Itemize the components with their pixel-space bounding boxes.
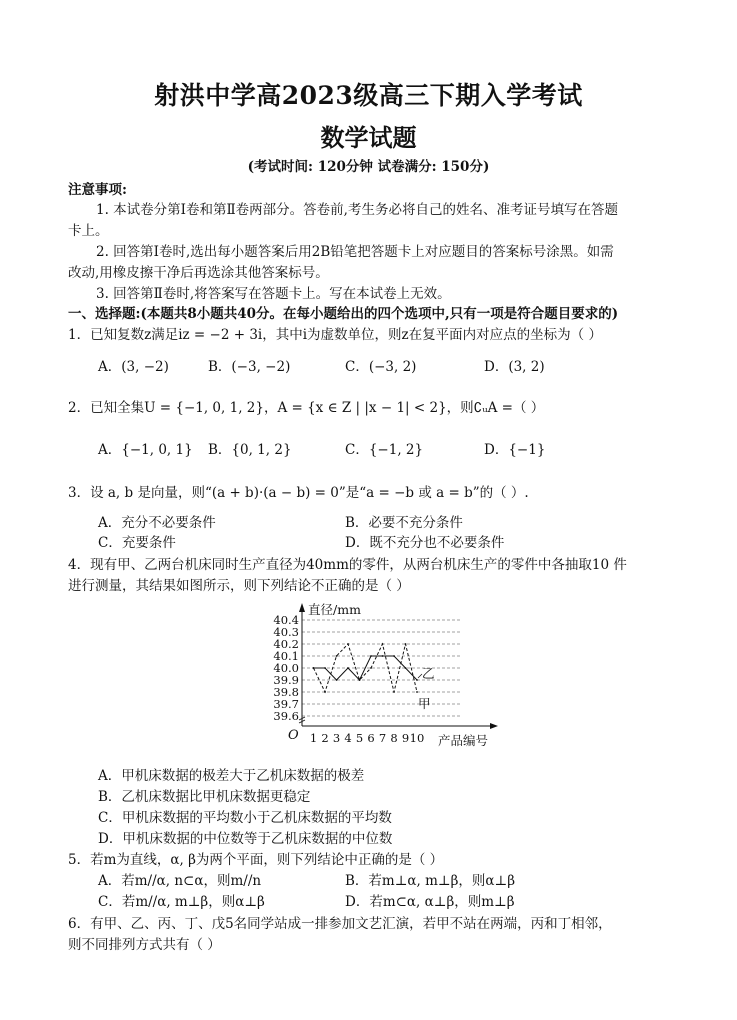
x-tick-label: 1 <box>309 731 318 745</box>
y-tick-label: 39.8 <box>273 685 299 699</box>
q5-option-d: D．若m⊂α, α⊥β，则m⊥β <box>345 894 515 910</box>
q1-option-b: B．(−3, −2) <box>208 359 291 375</box>
q3-option-b: B．必要不充分条件 <box>345 515 463 531</box>
y-tick-label: 40.3 <box>273 625 299 639</box>
x-tick-label: 10 <box>409 731 425 745</box>
x-tick-label: 5 <box>355 731 364 745</box>
x-tick-label: 3 <box>332 731 341 745</box>
series-yi-point <box>382 655 384 657</box>
diameter-line-chart <box>262 598 502 756</box>
q1-option-a: A．(3, −2) <box>98 359 169 375</box>
x-tick-label: 2 <box>321 731 329 745</box>
series-yi-point <box>347 667 349 669</box>
q2-option-b: B．{0, 1, 2} <box>208 442 292 458</box>
q5-option-b: B．若m⊥α, m⊥β，则α⊥β <box>345 873 516 889</box>
y-tick-label: 40.1 <box>273 649 299 663</box>
q4-option-a: A．甲机床数据的极差大于乙机床数据的极差 <box>98 768 365 784</box>
q2-option-d: D．{−1} <box>484 442 546 458</box>
series-jia-point <box>347 643 349 645</box>
series-jia-point <box>324 691 326 693</box>
q3-option-c: C．充要条件 <box>98 535 176 551</box>
series-jia-point <box>416 691 418 693</box>
q2-option-a: A．{−1, 0, 1} <box>98 442 193 458</box>
y-tick-label: 40.4 <box>273 613 299 627</box>
note-2a: 2. 回答第Ⅰ卷时,选出每小题答案后用2B铅笔把答题卡上对应题目的答案标号涂黑。如需 <box>96 244 614 260</box>
q5-option-a: A．若m//α, n⊂α，则m//n <box>98 873 262 889</box>
y-tick-label: 39.9 <box>273 673 299 687</box>
y-tick-label: 39.6 <box>273 709 299 723</box>
y-axis-label: 直径/mm <box>308 602 361 617</box>
q6-stem-line2: 则不同排列方式共有（ ） <box>68 937 221 953</box>
x-tick-label: 7 <box>378 731 387 745</box>
note-1a: 1. 本试卷分第Ⅰ卷和第Ⅱ卷两部分。答卷前,考生务必将自己的姓名、准考证号填写在答题 <box>96 202 618 218</box>
series-yi-point <box>405 667 407 669</box>
y-axis-arrow-icon <box>299 603 305 612</box>
exam-info: (考试时间: 120分钟 试卷满分: 150分) <box>247 159 490 175</box>
x-tick-label: 4 <box>344 731 352 745</box>
notes-heading: 注意事项: <box>68 182 127 198</box>
q5-option-c: C．若m//α, m⊥β，则α⊥β <box>98 894 265 910</box>
q4-option-c: C．甲机床数据的平均数小于乙机床数据的平均数 <box>98 810 392 826</box>
x-axis-arrow-icon <box>490 723 498 729</box>
x-tick-label: 8 <box>390 731 398 745</box>
note-1b: 卡上。 <box>68 223 109 239</box>
series-yi-point <box>393 655 395 657</box>
q3-option-d: D．既不充分也不必要条件 <box>345 535 505 551</box>
q2-option-c: C．{−1, 2} <box>345 442 424 458</box>
note-2b: 改动,用橡皮擦干净后再选涂其他答案标号。 <box>68 265 329 281</box>
exam-title: 射洪中学高2023级高三下期入学考试 <box>154 81 583 110</box>
q6-stem-line1: 6．有甲、乙、丙、丁、戊5名同学站成一排参加文艺汇演，若甲不站在两端，丙和丁相邻， <box>68 916 612 932</box>
q1-option-d: D．(3, 2) <box>484 359 545 375</box>
series-yi-point <box>370 655 372 657</box>
x-tick-label: 9 <box>401 731 410 745</box>
q5-stem: 5．若m为直线，α, β为两个平面，则下列结论中正确的是（ ） <box>68 852 444 868</box>
series-jia-point <box>336 655 338 657</box>
series-jia-label: 甲 <box>418 696 431 711</box>
series-yi-point <box>336 679 338 681</box>
series-jia-point <box>382 643 384 645</box>
series-yi-point <box>416 679 418 681</box>
origin-label: O <box>288 728 299 743</box>
x-axis-label: 产品编号 <box>438 733 489 748</box>
q2-stem: 2．已知全集U = {−1, 0, 1, 2}，A = {x ∈ Z | |x − 1| < 2}，则∁ᵤA =（ ） <box>68 400 545 416</box>
q4-option-d: D．甲机床数据的中位数等于乙机床数据的中位数 <box>98 831 393 847</box>
series-jia-point <box>393 691 395 693</box>
series-jia-point <box>370 667 372 669</box>
subject-title: 数学试题 <box>320 123 417 152</box>
series-yi-point <box>359 679 361 681</box>
q4-stem-line1: 4．现有甲、乙两台机床同时生产直径为40mm的零件，从两台机床生产的零件中各抽取10 件 <box>68 557 627 573</box>
note-3: 3. 回答第Ⅱ卷时,将答案写在答题卡上。写在本试卷上无效。 <box>96 286 451 302</box>
q1-stem: 1．已知复数z满足iz = −2 + 3i，其中i为虚数单位，则z在复平面内对应点的坐标为（ ） <box>68 327 602 343</box>
q3-option-a: A．充分不必要条件 <box>98 515 216 531</box>
q4-stem-line2: 进行测量，其结果如图所示，则下列结论不正确的是（ ） <box>68 578 410 594</box>
x-tick-label: 6 <box>367 731 375 745</box>
y-tick-label: 40.2 <box>273 637 299 651</box>
series-jia-point <box>405 643 407 645</box>
y-tick-label: 40.0 <box>273 661 299 675</box>
q4-option-b: B．乙机床数据比甲机床数据更稳定 <box>98 789 311 805</box>
series-yi-label: 乙 <box>422 666 435 681</box>
series-yi-point <box>324 667 326 669</box>
q1-option-c: C．(−3, 2) <box>345 359 417 375</box>
q3-stem: 3．设 a, b 是向量，则“(a + b)·(a − b) = 0”是“a = −b 或 a = b”的（ ）. <box>68 485 529 501</box>
series-yi-point <box>313 667 315 669</box>
section-heading: 一、选择题:(本题共8小题共40分。在每小题给出的四个选项中,只有一项是符合题目要求的) <box>68 306 619 322</box>
y-tick-label: 39.7 <box>273 697 299 711</box>
